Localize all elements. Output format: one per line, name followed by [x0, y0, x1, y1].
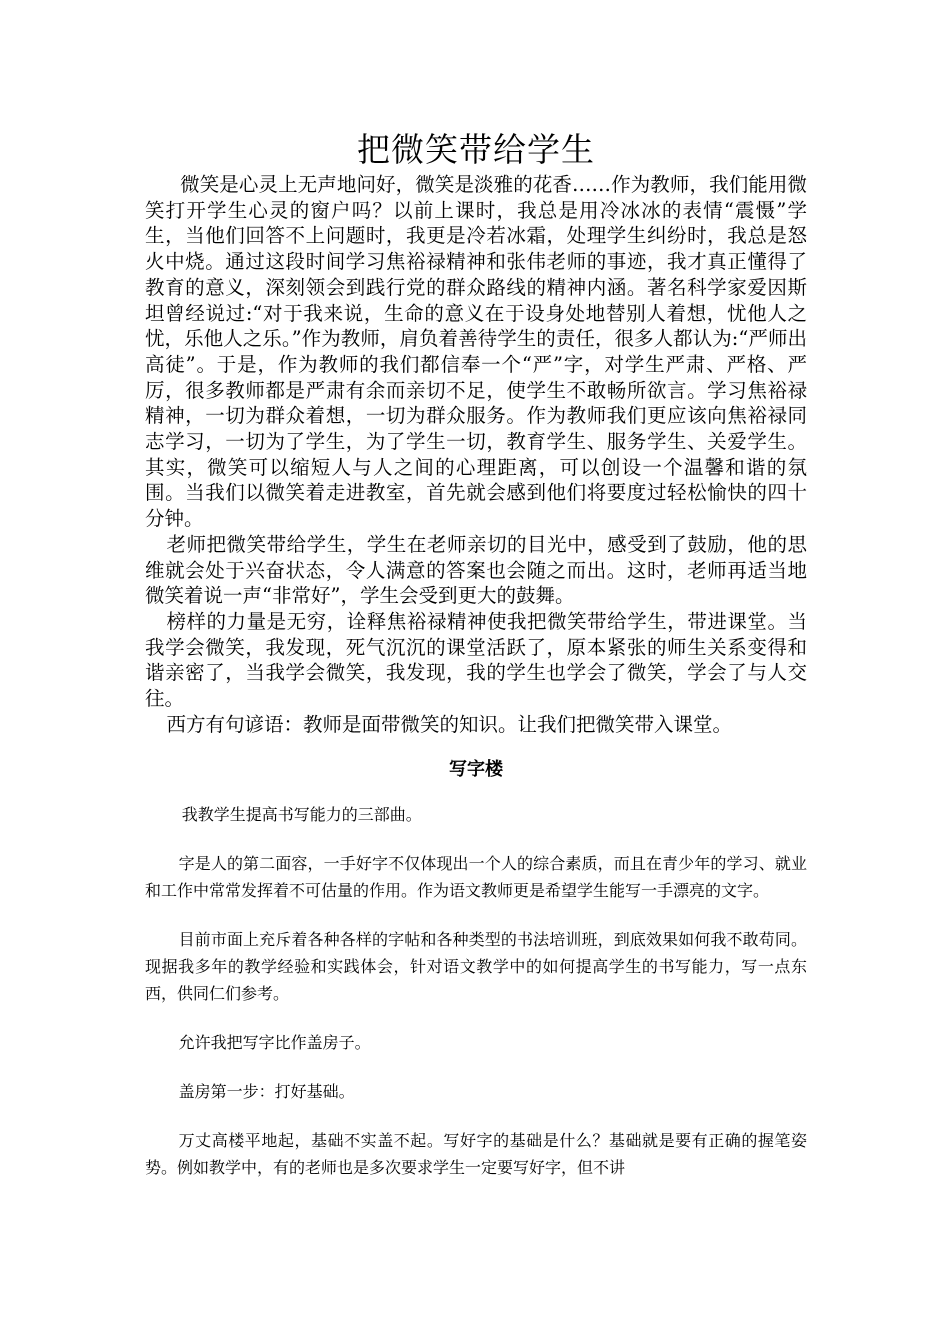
paragraph: 万丈高楼平地起，基础不实盖不起。写好字的基础是什么？基础就是要有正确的握笔姿势。例如教学中，有的老师也是多次要求学生一定要写好字，但不讲 [145, 1131, 807, 1178]
article-writing [145, 801, 807, 1181]
paragraph: 西方有句谚语：教师是面带微笑的知识。让我们把微笑带入课堂。 [166, 712, 732, 736]
paragraph: 字是人的第二面容，一手好字不仅体现出一个人的综合素质，而且在青少年的学习、就业和工作中常常发挥着不可估量的作用。作为语文教师更是希望学生能写一手漂亮的文字。 [145, 854, 807, 901]
article-smile [145, 172, 807, 737]
paragraph: 我教学生提高书写能力的三部曲。 [181, 805, 422, 825]
section-heading: 写字楼 [449, 759, 503, 781]
document-title: 把微笑带给学生 [357, 130, 595, 169]
paragraph: 老师把微笑带给学生，学生在老师亲切的目光中，感受到了鼓励，他的思维就会处于兴奋状态，令人满意的答案也会随之而出。这时，老师再适当地微笑着说一声“非常好”，学生会受到更大的鼓舞。 [145, 532, 807, 608]
document-body [145, 128, 807, 1181]
paragraph: 允许我把写字比作盖房子。 [178, 1033, 371, 1053]
paragraph: 榜样的力量是无穷，诠释焦裕禄精神使我把微笑带给学生，带进课堂。当我学会微笑，我发现，死气沉沉的课堂活跃了，原本紧张的师生关系变得和谐亲密了，当我学会微笑，我发现，我的学生也学会了微笑，学会了与人交往。 [145, 609, 807, 711]
paragraph: 微笑是心灵上无声地问好，微笑是淡雅的花香……作为教师，我们能用微笑打开学生心灵的窗户吗？以前上课时，我总是用冷冰冰的表情“震慑”学生，当他们回答不上问题时，我更是冷若冰霜，处理学生纠纷时，我总是怒火中烧。通过这段时间学习焦裕禄精神和张伟老师的事迹，我才真正懂得了教育的意义，深刻领会到践行党的群众路线的精神内涵。著名科学家爱因斯坦曾经说过:“对于我来说，生命的意义在于设身处地替别人着想，忧他人之忧，乐他人之乐。”作为教师，肩负着善待学生的责任，很多人都认为:“严师出高徒”。于是，作为教师的我们都信奉一个“严”字，对学生严肃、严格、严厉，很多教师都是严肃有余而亲切不足，使学生不敢畅所欲言。学习焦裕禄精神，一切为群众着想，一切为群众服务。作为教师我们更应该向焦裕禄同志学习，一切为了学生，为了学生一切，教育学生、服务学生、关爱学生。其实，微笑可以缩短人与人之间的心理距离，可以创设一个温馨和谐的氛围。当我们以微笑着走进教室，首先就会感到他们将要度过轻松愉快的四十分钟。 [145, 173, 807, 531]
paragraph: 目前市面上充斥着各种各样的字帖和各种类型的书法培训班，到底效果如何我不敢苟同。现据我多年的教学经验和实践体会，针对语文教学中的如何提高学生的书写能力，写一点东西，供同仁们参考。 [145, 930, 807, 1004]
paragraph: 盖房第一步：打好基础。 [178, 1082, 355, 1102]
